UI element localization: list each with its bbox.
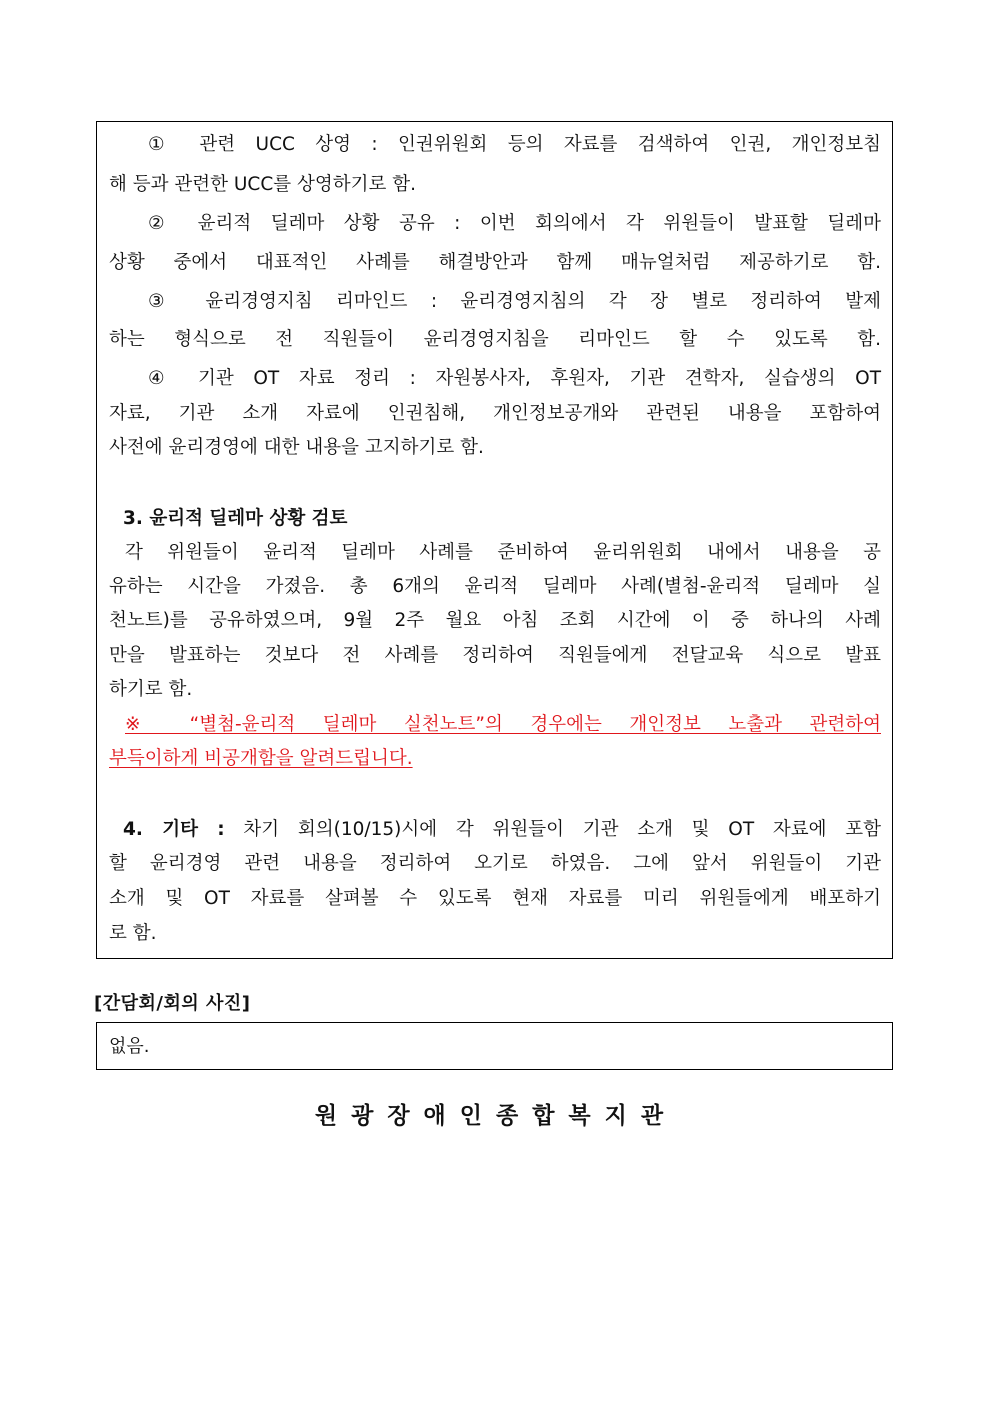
section3-line1: 각 위원들이 윤리적 딜레마 사례를 준비하여 윤리위원회 내에서 내용을 공 (125, 542, 881, 563)
section3-line5: 하기로 함. (109, 679, 193, 700)
section3-line3: 천노트)를 공유하였으며, 9월 2주 월요 아침 조회 시간에 이 중 하나의 사례 (109, 610, 881, 631)
section4-heading: 4. 기타 : (123, 819, 225, 840)
item3-line2: 하는 형식으로 전 직원들이 윤리경영지침을 리마인드 할 수 있도록 함. (109, 329, 881, 350)
section4-line2: 할 윤리경영 관련 내용을 정리하여 오기로 하였음. 그에 앞서 위원들이 기관 (109, 853, 881, 874)
item2-line1: ② 윤리적 딜레마 상황 공유 : 이번 회의에서 각 위원들이 발표할 딜레마 (148, 213, 881, 234)
section3-heading: 3. 윤리적 딜레마 상황 검토 (123, 508, 348, 529)
item4-line2: 자료, 기관 소개 자료에 인권침해, 개인정보공개와 관련된 내용을 포함하여 (109, 403, 881, 424)
notice-line2 (109, 747, 881, 771)
section4-line1-text: 차기 회의(10/15)시에 각 위원들이 기관 소개 및 OT 자료에 포함 (243, 819, 881, 840)
organization-name: 원광장애인종합복지관 (314, 1103, 678, 1129)
notice-line1 (125, 713, 881, 737)
notice-text-1: ※ “별첨-윤리적 딜레마 실천노트”의 경우에는 개인정보 노출과 관련하여 (125, 714, 881, 735)
item4-line3: 사전에 윤리경영에 대한 내용을 고지하기로 함. (109, 437, 484, 458)
item1-line2: 해 등과 관련한 UCC를 상영하기로 함. (109, 174, 416, 195)
item1-line1: ① 관련 UCC 상영 : 인권위원회 등의 자료를 검색하여 인권, 개인정보침 (148, 134, 881, 155)
photos-content: 없음. (109, 1036, 150, 1057)
photos-title: [간담회/회의 사진] (94, 993, 251, 1014)
minutes-box (96, 121, 893, 959)
item4-line1: ④ 기관 OT 자료 정리 : 자원봉사자, 후원자, 기관 견학자, 실습생의 OT (148, 368, 881, 389)
item2-line2: 상황 중에서 대표적인 사례를 해결방안과 함께 매뉴얼처럼 제공하기로 함. (109, 252, 881, 273)
section4-line3: 소개 및 OT 자료를 살펴볼 수 있도록 현재 자료를 미리 위원들에게 배포하기 (109, 888, 881, 909)
section3-line4: 만을 발표하는 것보다 전 사례를 정리하여 직원들에게 전달교육 식으로 발표 (109, 645, 881, 666)
section3-line2: 유하는 시간을 가졌음. 총 6개의 윤리적 딜레마 사례(별첨-윤리적 딜레마 실 (109, 576, 881, 597)
section4-line4: 로 함. (109, 923, 157, 944)
section4-line1 (123, 818, 881, 842)
photos-box (96, 1022, 893, 1070)
notice-text-2: 부득이하게 비공개함을 알려드립니다. (109, 748, 413, 769)
item3-line1: ③ 윤리경영지침 리마인드 : 윤리경영지침의 각 장 별로 정리하여 발제 (148, 291, 881, 312)
